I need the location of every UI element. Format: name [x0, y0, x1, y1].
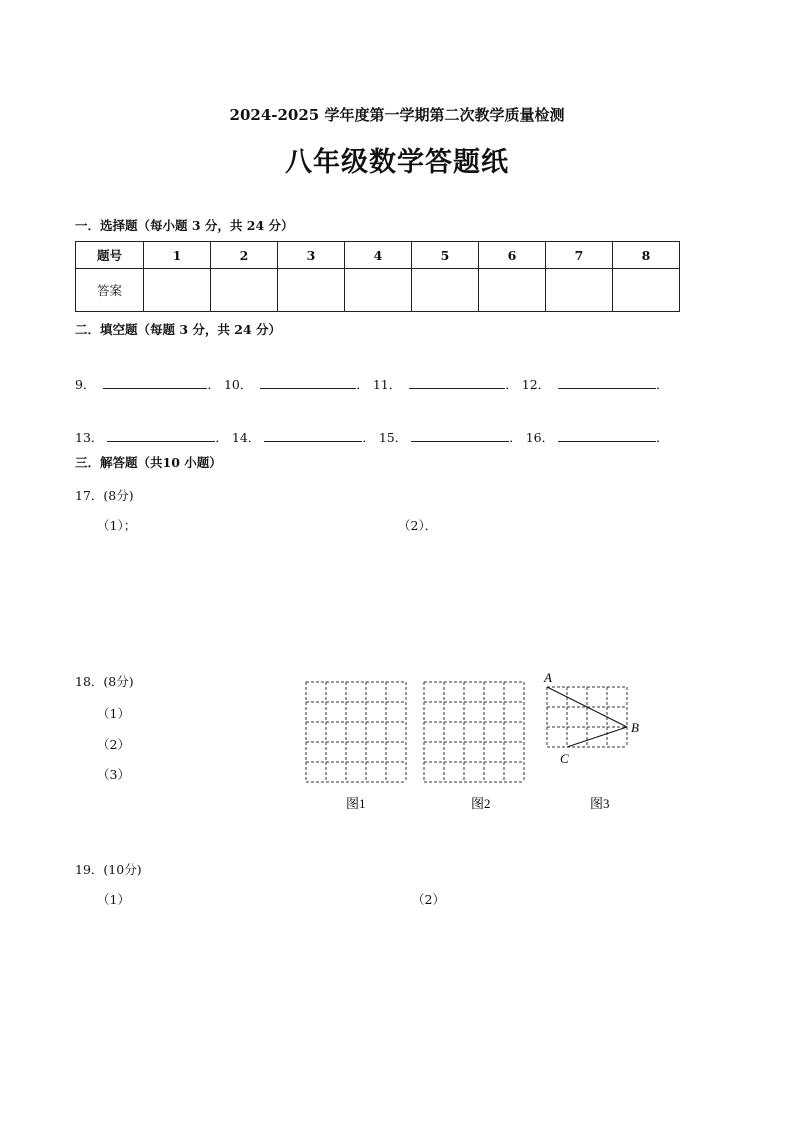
- figure-3-caption: 图3: [590, 796, 610, 811]
- fill-number: 12．: [521, 377, 551, 392]
- fill-tail: ．: [356, 377, 369, 392]
- answer-cell[interactable]: [278, 269, 345, 312]
- q19-title: 19．(10分): [75, 862, 142, 877]
- q18-part1: （1）: [97, 706, 130, 721]
- fill-number: 9．: [75, 377, 96, 392]
- fill-number: 15．: [378, 430, 408, 445]
- question-number-cell: 2: [211, 242, 278, 269]
- fill-blank[interactable]: [558, 374, 656, 389]
- answer-cell[interactable]: [479, 269, 546, 312]
- fill-blank[interactable]: [260, 374, 356, 389]
- point-b-label: B: [631, 720, 639, 735]
- fill-tail: ．: [656, 377, 669, 392]
- q19-part1: （1）: [97, 892, 130, 907]
- answer-cell[interactable]: [412, 269, 479, 312]
- answer-cell[interactable]: [345, 269, 412, 312]
- q17-title: 17．(8分): [75, 488, 134, 503]
- fill-number: 14．: [231, 430, 261, 445]
- grid-figure-1: [306, 682, 406, 782]
- q18-part3: （3）: [97, 767, 130, 782]
- point-c-label: C: [560, 751, 569, 766]
- answer-cell[interactable]: [613, 269, 680, 312]
- fill-tail: ．: [207, 377, 220, 392]
- fill-tail: ．: [505, 377, 518, 392]
- figure-1-caption: 图1: [346, 796, 366, 811]
- fill-number: 11．: [372, 377, 402, 392]
- figure-2-caption: 图2: [471, 796, 491, 811]
- question-number-cell: 5: [412, 242, 479, 269]
- section2-heading: 二．填空题（每题 3 分，共 24 分）: [75, 322, 282, 337]
- point-a-label: A: [544, 670, 552, 685]
- grid-figure-2: [424, 682, 524, 782]
- q18-figures: [290, 668, 660, 818]
- section1-heading: 一．选择题（每小题 3 分，共 24 分）: [75, 218, 294, 233]
- q17-part2: （2）．: [398, 518, 438, 533]
- q18-title: 18．(8分): [75, 674, 134, 689]
- question-number-row: [76, 242, 680, 269]
- exam-header: 2024-2025 学年度第一学期第二次教学质量检测: [229, 106, 565, 124]
- question-number-cell: 7: [546, 242, 613, 269]
- question-number-cell: 1: [144, 242, 211, 269]
- page-title: 八年级数学答题纸: [285, 147, 509, 178]
- fill-tail: ．: [656, 430, 669, 445]
- grid-figure-3: [547, 687, 627, 747]
- fill-blank[interactable]: [558, 427, 656, 442]
- question-number-cell: 3: [278, 242, 345, 269]
- fill-number: 13．: [75, 430, 104, 445]
- answer-row: [76, 269, 680, 312]
- answer-cell[interactable]: [211, 269, 278, 312]
- fill-blank[interactable]: [107, 427, 215, 442]
- fill-number: 10．: [223, 377, 253, 392]
- question-number-cell: 4: [345, 242, 412, 269]
- q19-part2: （2）: [412, 892, 445, 907]
- question-number-label: 题号: [76, 242, 144, 269]
- fill-tail: ．: [362, 430, 375, 445]
- fill-row-2: [75, 427, 669, 446]
- question-number-cell: 6: [479, 242, 546, 269]
- fill-row-1: [75, 374, 669, 393]
- fill-blank[interactable]: [409, 374, 505, 389]
- answer-cell[interactable]: [546, 269, 613, 312]
- fill-tail: ．: [509, 430, 522, 445]
- answer-cell[interactable]: [144, 269, 211, 312]
- q18-part2: （2）: [97, 737, 130, 752]
- fill-tail: ．: [215, 430, 228, 445]
- section3-heading: 三．解答题（共10 小题）: [75, 455, 222, 470]
- answer-table: [75, 241, 680, 312]
- answer-label: 答案: [76, 269, 144, 312]
- question-number-cell: 8: [613, 242, 680, 269]
- fill-blank[interactable]: [103, 374, 207, 389]
- q17-part1: （1）；: [97, 518, 137, 533]
- fill-blank[interactable]: [264, 427, 362, 442]
- fill-blank[interactable]: [411, 427, 509, 442]
- fill-number: 16．: [525, 430, 555, 445]
